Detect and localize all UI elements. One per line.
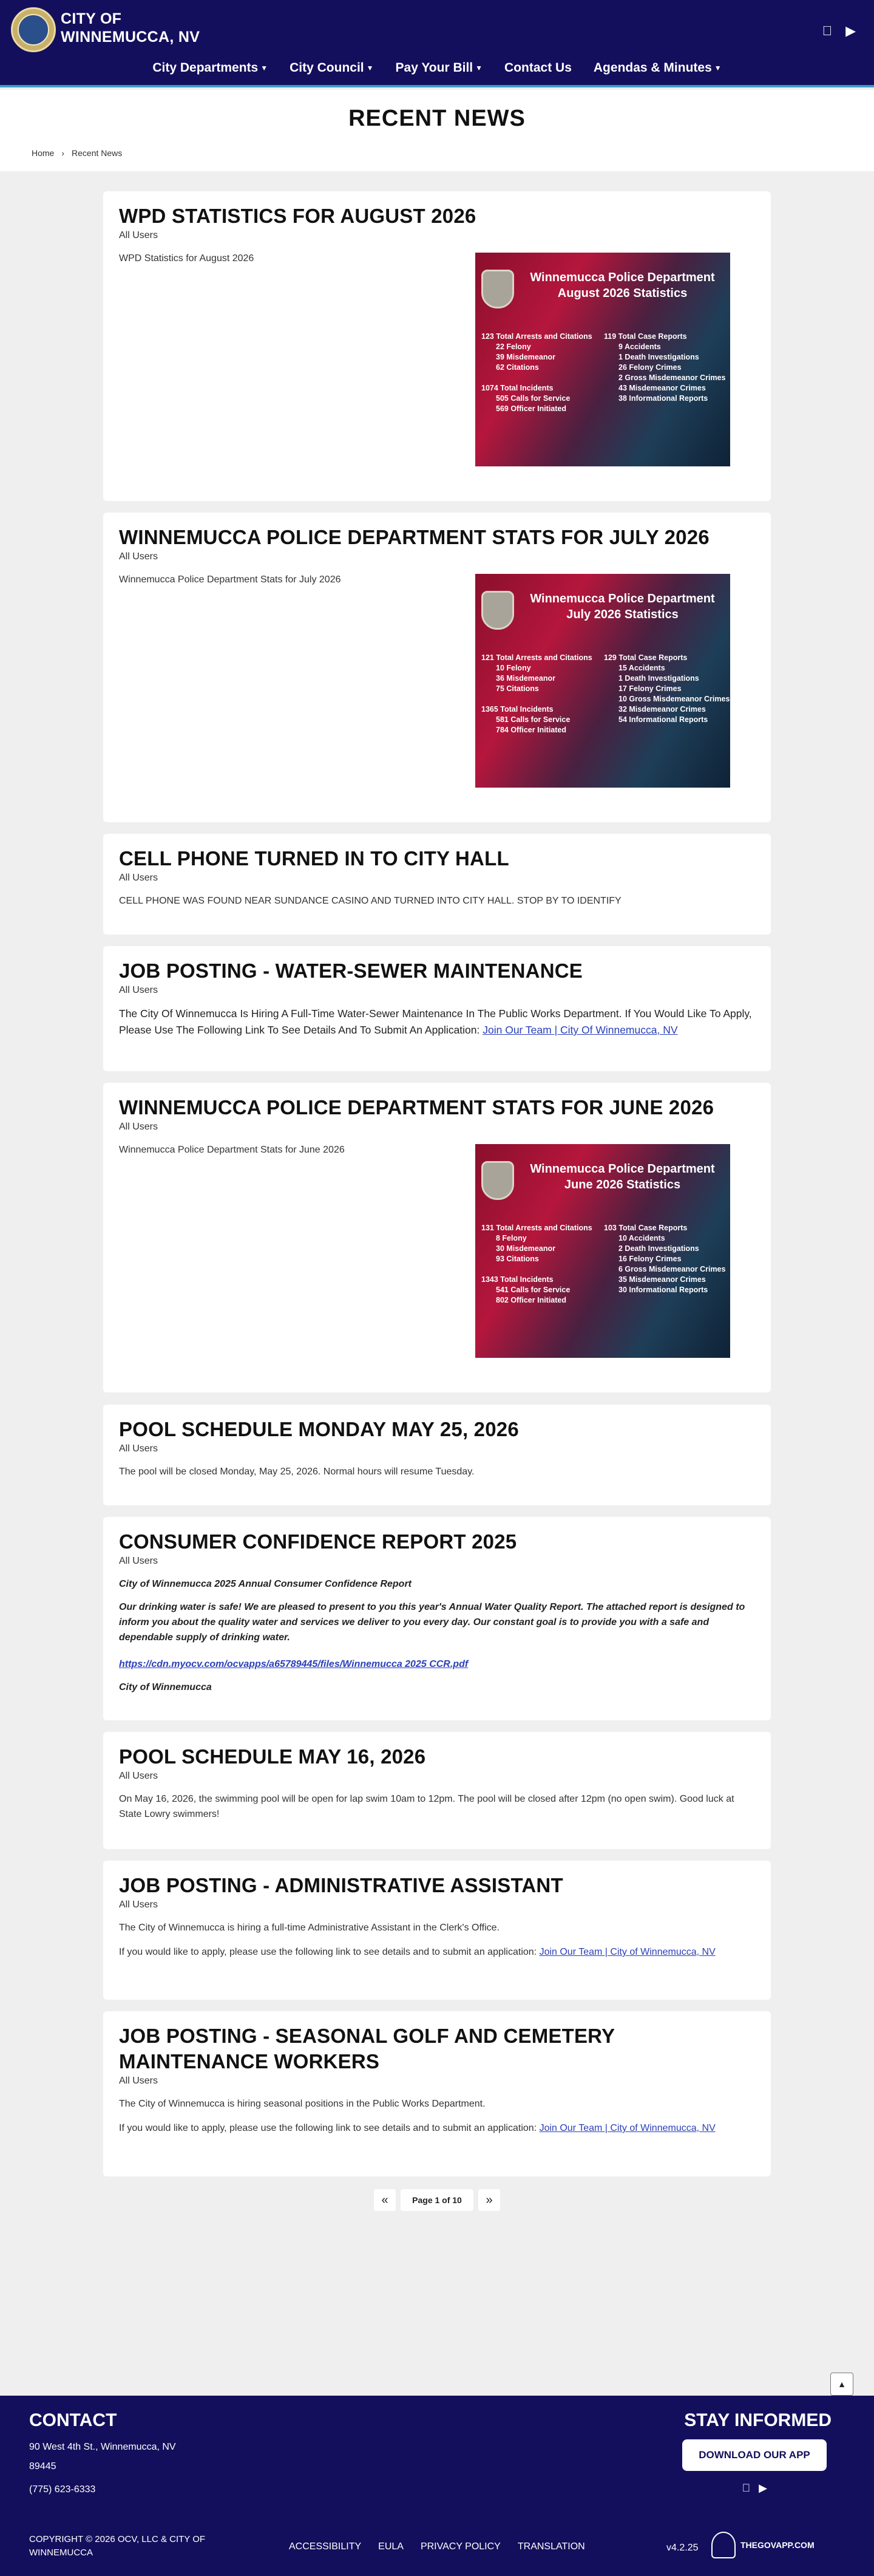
news-body-apply xyxy=(119,2121,756,2136)
stat-line: 121 Total Arrests and Citations xyxy=(481,653,592,662)
news-title[interactable]: JOB POSTING - SEASONAL GOLF AND CEMETERY MAINTENANCE WORKERS xyxy=(119,2025,615,2073)
nav-agendas-minutes[interactable]: Agendas & Minutes ▼ xyxy=(593,61,722,75)
footer-links xyxy=(289,2541,585,2552)
news-card[interactable] xyxy=(103,1517,771,1720)
breadcrumb xyxy=(32,148,122,158)
scroll-to-top-button[interactable] xyxy=(830,2373,853,2396)
news-audience: All Users xyxy=(119,985,158,995)
news-title[interactable]: WINNEMUCCA POLICE DEPARTMENT STATS FOR JULY 2026 xyxy=(119,526,710,548)
report-lead: City of Winnemucca 2025 Annual Consumer Confidence Report xyxy=(119,1579,412,1589)
stat-line: 2 Death Investigations xyxy=(618,1244,699,1253)
police-badge-icon xyxy=(481,591,514,630)
news-body: CELL PHONE WAS FOUND NEAR SUNDANCE CASINO AND TURNED INTO CITY HALL. STOP BY TO IDENTIFY xyxy=(119,896,622,906)
nav-contact-us[interactable]: Contact Us xyxy=(504,61,572,75)
stat-line: 119 Total Case Reports xyxy=(604,332,687,341)
stat-line: 35 Misdemeanor Crimes xyxy=(618,1275,706,1284)
stats-image xyxy=(475,1144,730,1358)
site-header xyxy=(0,0,874,87)
stat-line: 32 Misdemeanor Crimes xyxy=(618,705,706,714)
stats-image xyxy=(475,574,730,788)
stat-line: 541 Calls for Service xyxy=(496,1286,571,1294)
site-title[interactable] xyxy=(61,10,200,46)
news-card[interactable] xyxy=(103,513,771,822)
stat-line: 38 Informational Reports xyxy=(618,394,708,403)
page-indicator: Page 1 of 10 xyxy=(401,2189,473,2211)
stat-line: 1074 Total Incidents xyxy=(481,384,554,392)
news-card[interactable] xyxy=(103,1083,771,1392)
stat-line: 6 Gross Misdemeanor Crimes xyxy=(618,1265,726,1273)
site-title-line2: WINNEMUCCA, NV xyxy=(61,29,200,46)
nav-pay-your-bill[interactable]: Pay Your Bill ▼ xyxy=(395,61,483,75)
news-card[interactable] xyxy=(103,2011,771,2176)
stats-image-subheading: August 2026 Statistics xyxy=(557,287,688,300)
stat-line: 15 Accidents xyxy=(618,664,665,672)
news-audience: All Users xyxy=(119,1900,158,1910)
google-play-icon[interactable]: ▶ xyxy=(845,23,856,38)
news-body-text: The City Of Winnemucca Is Hiring A Full-Time Water-Sewer Maintenance In The Public Works Department. If You Would Like To Apply, Please Use The Following Link To See Details And To Submit An Application: xyxy=(119,1007,752,1036)
google-play-icon[interactable]: ▶ xyxy=(759,2482,767,2494)
stat-line: 131 Total Arrests and Citations xyxy=(481,1224,592,1232)
city-seal-logo[interactable] xyxy=(11,7,56,52)
pagination xyxy=(0,2189,874,2211)
stat-line: 1343 Total Incidents xyxy=(481,1275,554,1284)
stats-image-subheading: June 2026 Statistics xyxy=(564,1178,681,1191)
news-card[interactable] xyxy=(103,1861,771,2000)
stat-line: 129 Total Case Reports xyxy=(604,653,688,662)
stat-line: 10 Felony xyxy=(496,664,531,672)
report-signature: City of Winnemucca xyxy=(119,1682,212,1692)
brand-text: THEGOVAPP.COM xyxy=(740,2540,815,2550)
nav-city-departments[interactable]: City Departments ▼ xyxy=(152,61,268,75)
stats-image-heading: Winnemucca Police Department xyxy=(530,1162,715,1176)
stat-line: 9 Accidents xyxy=(618,342,661,351)
nav-city-council[interactable]: City Council ▼ xyxy=(290,61,374,75)
stat-line: 62 Citations xyxy=(496,363,539,372)
stat-line: 30 Informational Reports xyxy=(618,1286,708,1294)
news-body: Winnemucca Police Department Stats for July 2026 xyxy=(119,574,341,585)
stat-line: 30 Misdemeanor xyxy=(496,1244,555,1253)
report-pdf-link[interactable]: https://cdn.myocv.com/ocvapps/a65789445/files/Winnemucca 2025 CCR.pdf xyxy=(119,1659,469,1669)
stat-line: 802 Officer Initiated xyxy=(496,1296,567,1304)
news-title[interactable]: WPD STATISTICS FOR AUGUST 2026 xyxy=(119,205,476,227)
news-body: Our drinking water is safe! We are pleased to present to you this year's Annual Water Quality Report. The attached report is designed to inform you about the quality water and services we deliver to you every day. Our constant goal is to provide you with a safe and dependable supply of drinking water. xyxy=(119,1602,745,1643)
news-audience: All Users xyxy=(119,2076,158,2086)
app-version: v4.2.25 xyxy=(666,2543,699,2553)
stat-line: 505 Calls for Service xyxy=(496,394,571,403)
news-card[interactable] xyxy=(103,946,771,1071)
stat-line: 36 Misdemeanor xyxy=(496,674,555,683)
news-body: The City of Winnemucca is hiring seasonal positions in the Public Works Department. xyxy=(119,2099,486,2109)
stats-image-subheading: July 2026 Statistics xyxy=(566,608,679,621)
chevron-down-icon: ▼ xyxy=(475,64,483,73)
news-card[interactable] xyxy=(103,1405,771,1505)
stat-line: 16 Felony Crimes xyxy=(618,1255,682,1263)
stat-line: 43 Misdemeanor Crimes xyxy=(618,384,706,392)
chevron-down-icon: ▼ xyxy=(260,64,268,73)
report-link-row xyxy=(119,1657,756,1672)
apple-icon[interactable] xyxy=(822,23,833,39)
stat-line: 17 Felony Crimes xyxy=(618,684,682,693)
news-body: On May 16, 2026, the swimming pool will be open for lap swim 10am to 12pm. The pool will be closed after 12pm (no open swim). Good luck at State Lowry swimmers! xyxy=(119,1794,734,1819)
news-title[interactable]: POOL SCHEDULE MAY 16, 2026 xyxy=(119,1745,426,1768)
stat-line: 22 Felony xyxy=(496,342,531,351)
footer-copyright: COPYRIGHT © 2026 OCV, LLC & CITY OF WINNEMUCCA xyxy=(29,2534,206,2558)
news-body: The pool will be closed Monday, May 25, 2026. Normal hours will resume Tuesday. xyxy=(119,1467,475,1477)
news-body-text: If you would like to apply, please use the following link to see details and to submit an application: xyxy=(119,1947,540,1957)
stat-line: 10 Gross Misdemeanor Crimes xyxy=(618,695,730,703)
stat-line: 54 Informational Reports xyxy=(618,715,708,724)
news-title[interactable]: POOL SCHEDULE MONDAY MAY 25, 2026 xyxy=(119,1418,519,1440)
news-title[interactable]: WINNEMUCCA POLICE DEPARTMENT STATS FOR JUNE 2026 xyxy=(119,1096,714,1119)
stat-line: 784 Officer Initiated xyxy=(496,726,567,734)
footer-link-translation[interactable]: TRANSLATION xyxy=(517,2541,585,2552)
breadcrumb-current: Recent News xyxy=(72,148,123,158)
police-badge-icon xyxy=(481,1161,514,1200)
thegovapp-logo[interactable] xyxy=(711,2532,815,2558)
news-audience: All Users xyxy=(119,1122,158,1132)
news-body: WPD Statistics for August 2026 xyxy=(119,253,254,264)
news-card[interactable] xyxy=(103,191,771,501)
stat-line: 1 Death Investigations xyxy=(618,353,699,361)
stat-line: 2 Gross Misdemeanor Crimes xyxy=(618,373,726,382)
apple-icon[interactable] xyxy=(742,2482,751,2495)
news-body: The City of Winnemucca is hiring a full-time Administrative Assistant in the Clerk's Office. xyxy=(119,1923,500,1933)
stat-line: 39 Misdemeanor xyxy=(496,353,555,361)
footer-stay-informed-title: STAY INFORMED xyxy=(684,2410,832,2430)
news-body xyxy=(119,1006,756,1038)
news-audience: All Users xyxy=(119,873,158,883)
app-store-links xyxy=(822,23,856,39)
stats-image xyxy=(475,253,730,466)
stat-line: 10 Accidents xyxy=(618,1234,665,1242)
site-footer xyxy=(0,2396,874,2576)
stat-line: 103 Total Case Reports xyxy=(604,1224,688,1232)
footer-contact-title: CONTACT xyxy=(29,2410,117,2430)
news-title[interactable]: CELL PHONE TURNED IN TO CITY HALL xyxy=(119,847,509,870)
chevron-up-icon: ▲ xyxy=(838,2379,846,2389)
chevron-down-icon: ▼ xyxy=(366,64,374,73)
news-title[interactable]: JOB POSTING - ADMINISTRATIVE ASSISTANT xyxy=(119,1874,563,1896)
site-title-line1: CITY OF xyxy=(61,10,122,27)
news-body-text: If you would like to apply, please use the following link to see details and to submit an application: xyxy=(119,2123,540,2133)
join-our-team-link[interactable]: Join Our Team | City Of Winnemucca, NV xyxy=(483,1024,678,1036)
stat-line: 581 Calls for Service xyxy=(496,715,571,724)
main-nav xyxy=(0,61,874,75)
footer-link-accessibility[interactable]: ACCESSIBILITY xyxy=(289,2541,362,2552)
page-header xyxy=(0,90,874,171)
stat-line: 1 Death Investigations xyxy=(618,674,699,683)
footer-address-line2: 89445 xyxy=(29,2461,56,2472)
news-body-apply xyxy=(119,1944,756,1960)
news-title[interactable]: CONSUMER CONFIDENCE REPORT 2025 xyxy=(119,1530,517,1553)
join-our-team-link[interactable]: Join Our Team | City of Winnemucca, NV xyxy=(539,2123,716,2133)
footer-link-eula[interactable]: EULA xyxy=(378,2541,404,2552)
stat-line: 1365 Total Incidents xyxy=(481,705,554,714)
news-card[interactable] xyxy=(103,834,771,935)
stat-line: 569 Officer Initiated xyxy=(496,404,567,413)
stats-image-heading: Winnemucca Police Department xyxy=(530,592,715,605)
stat-line: 75 Citations xyxy=(496,684,539,693)
page-title: RECENT NEWS xyxy=(348,106,526,131)
capitol-icon xyxy=(711,2532,736,2558)
chevron-down-icon: ▼ xyxy=(714,64,722,73)
stat-line: 123 Total Arrests and Citations xyxy=(481,332,592,341)
stats-image-heading: Winnemucca Police Department xyxy=(530,271,715,284)
chevron-right-icon: › xyxy=(61,148,65,158)
news-audience: All Users xyxy=(119,1771,158,1781)
news-body: Winnemucca Police Department Stats for June 2026 xyxy=(119,1145,345,1155)
footer-store-icons xyxy=(742,2482,767,2495)
news-audience: All Users xyxy=(119,230,158,240)
police-badge-icon xyxy=(481,270,514,308)
prev-page-button[interactable]: « xyxy=(374,2189,396,2211)
join-our-team-link[interactable]: Join Our Team | City of Winnemucca, NV xyxy=(539,1947,716,1957)
footer-phone[interactable]: (775) 623-6333 xyxy=(29,2484,96,2495)
stat-line: 26 Felony Crimes xyxy=(618,363,682,372)
download-app-button[interactable]: DOWNLOAD OUR APP xyxy=(682,2439,827,2471)
breadcrumb-home[interactable]: Home xyxy=(32,148,55,158)
next-page-button[interactable]: » xyxy=(478,2189,500,2211)
news-audience: All Users xyxy=(119,1443,158,1454)
footer-address-line1: 90 West 4th St., Winnemucca, NV xyxy=(29,2442,176,2452)
news-card[interactable] xyxy=(103,1732,771,1849)
news-title[interactable]: JOB POSTING - WATER-SEWER MAINTENANCE xyxy=(119,959,583,982)
stat-line: 8 Felony xyxy=(496,1234,527,1242)
stat-line: 93 Citations xyxy=(496,1255,539,1263)
news-audience: All Users xyxy=(119,551,158,562)
footer-link-privacy[interactable]: PRIVACY POLICY xyxy=(420,2541,501,2552)
news-audience: All Users xyxy=(119,1556,158,1566)
